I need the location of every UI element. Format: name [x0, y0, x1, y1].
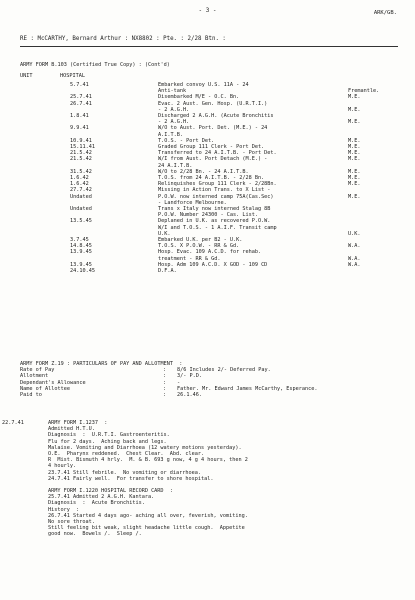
- pay-value: -: [177, 379, 181, 386]
- entry-date: 13.9.45: [70, 261, 92, 268]
- form-1220-line: 26.7.41 Started 4 days ago- aching all over, feverish, vomiting.: [48, 512, 248, 519]
- entry-date: 1.6.42: [70, 175, 89, 182]
- entry-text: U.K.: [158, 230, 171, 237]
- entry-text: Transferred to 24 A.I.T.B. - Port Det.: [158, 150, 277, 157]
- entry-text: T.O.S. - Port Det.: [158, 137, 215, 144]
- entry-unit: Fremantle.: [348, 88, 380, 95]
- entry-date: 26.7.41: [70, 100, 92, 107]
- entry-date: 25.7.41: [70, 94, 92, 101]
- pay-value: 8/6 Includes 2/- Deferred Pay.: [177, 367, 271, 374]
- form-1220-line: Still feeling bit weak, slight headache little cough. Appetite: [48, 525, 245, 532]
- entry-text: 24 A.I.T.B.: [158, 162, 193, 169]
- entry-text: - 2 A.G.H.: [158, 106, 190, 113]
- form-1237-line: O.E. Pharynx reddened. Chest Clear. Abd. clear.: [48, 451, 205, 458]
- entry-unit: M.E.: [348, 156, 361, 163]
- entry-text: Discharged 2 A.G.H. (Acute Bronchitis: [158, 113, 274, 120]
- form-1237-line: Admitted H.T.U.: [48, 426, 95, 433]
- entry-text: Hosp. Evac. 109 A.C.D. for rehab.: [158, 249, 262, 256]
- entry-text: - 2 A.G.H.: [158, 119, 190, 126]
- pay-separator: :: [163, 385, 167, 392]
- entry-text: Relinquishes Group 111 Clerk - 2/28Bn.: [158, 181, 277, 188]
- form-1237-line: Diagnosis : U.R.T.I. Gastroenteritis.: [48, 432, 170, 439]
- entry-unit: M.E.: [348, 119, 361, 126]
- entry-unit: M.E.: [348, 150, 361, 157]
- pay-label: Name of Allottee: [20, 385, 70, 392]
- entry-date: 21.5.42: [70, 150, 92, 157]
- entry-unit: M.E.: [348, 106, 361, 113]
- entry-text: P.O.W. Number 24300 - Cas. List.: [158, 212, 258, 219]
- form-1237-line: Flu for 2 days. Aching back and legs.: [48, 438, 167, 445]
- form-1220-title: ARMY FORM I.1220 HOSPITAL RECORD CARD :: [48, 488, 173, 495]
- medical-date: 22.7.41: [2, 420, 24, 426]
- pay-label: Allotment: [20, 373, 49, 380]
- entry-unit: M.E.: [348, 94, 361, 101]
- entry-unit: M.E.: [348, 175, 361, 182]
- form-1237-line: Malaise. Vomiting and Diarrhoea (12 watery motions yesterday).: [48, 444, 242, 451]
- entry-text: treatment - RR & Gd.: [158, 255, 221, 262]
- entry-text: - Landforce Melbourne.: [158, 199, 227, 206]
- form-1237-line: 4 hourly.: [48, 463, 77, 470]
- entry-text: Hosp. Adm 109 A.C.D. X GOD - 109 CD: [158, 261, 268, 268]
- form-z19: [20, 361, 400, 398]
- entry-unit: W.A.: [348, 243, 361, 250]
- entry-date: 31.5.42: [70, 168, 92, 175]
- form-1220-line: History :: [48, 506, 80, 513]
- entry-text: P.O.W. now interned camp 75A(Cas.Sec): [158, 193, 274, 200]
- document-reference: ARK/GB.: [373, 10, 397, 16]
- entry-date: Undated: [70, 206, 92, 213]
- entry-text: T.O.S. X P.O.W. - RR & Gd.: [158, 243, 240, 250]
- form-1237-notes: [2, 426, 412, 482]
- pay-label: Dependant's Allowance: [20, 379, 86, 386]
- entry-unit: M.E.: [348, 193, 361, 200]
- form-b103-column-labels: [20, 73, 85, 79]
- column-hospital: HOSPITAL: [60, 73, 85, 79]
- entry-unit: M.E.: [348, 137, 361, 144]
- form-1220-line: Diagnosis : Acute Bronchitis.: [48, 500, 145, 507]
- entry-date: 1.8.41: [70, 113, 89, 120]
- entry-date: 15.11.41: [70, 144, 95, 151]
- entry-text: Deplaned in U.K. as recovered P.O.W.: [158, 218, 271, 225]
- entry-date: 14.8.45: [70, 243, 92, 250]
- entry-date: 27.7.42: [70, 187, 92, 194]
- form-b103-entries: [20, 82, 415, 274]
- entry-text: T.O.S. from 24 A.I.T.B. - 2/28 Bn.: [158, 175, 265, 182]
- entry-text: Trans x Italy now interned Stalag 8B: [158, 206, 271, 213]
- entry-date: 24.10.45: [70, 268, 95, 275]
- form-b103-title: ARMY FORM B.103 (Certified True Copy) : (Cont'd): [20, 62, 170, 68]
- entry-text: Missing in Action Trans. to X List -: [158, 187, 271, 194]
- form-1220-notes: [2, 494, 412, 537]
- entry-text: Evac. 2 Aust. Gen. Hosp. (U.R.T.I.): [158, 100, 268, 107]
- entry-text: Embarked convoy U.S. 11A - 24: [158, 82, 249, 88]
- entry-text: Disembarked M/E - O.C. Bn.: [158, 94, 240, 101]
- entry-text: W/I from Aust. Port Detach (M.E.) -: [158, 156, 268, 163]
- form-1237-title: ARMY FORM I.1237 :: [48, 420, 108, 426]
- form-1220-line: 25.7.41 Admitted 2 A.G.H. Kantara.: [48, 494, 155, 501]
- pay-value: 3/- P.D.: [177, 373, 202, 380]
- record-header: RE : McCARTHY, Bernard Arthur : NX8802 : Pte. : 2/28 Btn. :: [20, 36, 226, 42]
- entry-unit: M.E.: [348, 144, 361, 151]
- entry-text: W/I and T.O.S. - 1 A.I.F. Transit camp: [158, 224, 277, 231]
- entry-date: 3.7.45: [70, 237, 89, 244]
- pay-separator: :: [163, 392, 167, 399]
- entry-text: W/O to Aust. Port. Det. (M.E.) - 24: [158, 125, 268, 132]
- entry-text: Anti-tank: [158, 88, 187, 95]
- pay-value: Father. Mr. Edward James McCarthy, Esperance.: [177, 385, 318, 392]
- entry-date: 13.5.45: [70, 218, 92, 225]
- entry-date: 13.9.45: [70, 249, 92, 256]
- entry-text: A.I.T.B.: [158, 131, 183, 138]
- form-1237-line: R Mist. Bismuth 4 hrly. M. & B. 693 g now, 4 g 4 hours, then 2: [48, 457, 248, 464]
- entry-date: 1.6.42: [70, 181, 89, 188]
- entry-unit: W.A.: [348, 255, 361, 262]
- entry-unit: W.A.: [348, 261, 361, 268]
- form-z19-rows: [20, 367, 400, 398]
- entry-text: D.F.A.: [158, 268, 177, 275]
- form-1237-line: 23.7.41 Still febrile. No vomiting or diarrhoea.: [48, 469, 202, 476]
- pay-label: Rate of Pay: [20, 367, 55, 374]
- entry-date: 21.5.42: [70, 156, 92, 163]
- entry-date: Undated: [70, 193, 92, 200]
- entry-text: Graded Group 111 Clerk - Port Det.: [158, 144, 265, 151]
- form-1220-line: good now. Bowels /. Sleep /.: [48, 531, 142, 538]
- entry-date: 5.7.41: [70, 82, 89, 88]
- form-1237-line: 24.7.41 Fairly well. For transfer to shore hospital.: [48, 475, 214, 482]
- entry-date: 10.9.41: [70, 137, 92, 144]
- entry-date: 9.9.41: [70, 125, 89, 132]
- form-b103-row: [20, 268, 415, 274]
- pay-value: 26.1.46.: [177, 392, 202, 399]
- pay-label: Paid to: [20, 392, 42, 399]
- header-rule: [20, 46, 398, 47]
- medical-records: [2, 420, 412, 538]
- entry-text: W/O to 2/28 Bn. - 24 A.I.T.B.: [158, 168, 249, 175]
- pay-row: [20, 392, 400, 398]
- page-number: - 3 -: [198, 7, 217, 14]
- pay-separator: :: [163, 367, 167, 374]
- entry-text: Embarked U.K. per B2 - U.K.: [158, 237, 243, 244]
- pay-separator: :: [163, 379, 167, 386]
- pay-separator: :: [163, 373, 167, 380]
- form-z19-title: ARMY FORM Z.19 : PARTICULARS OF PAY AND ALLOTMENT :: [20, 361, 183, 367]
- entry-unit: M.E.: [348, 181, 361, 188]
- entry-unit: [348, 268, 396, 274]
- entry-unit: M.E.: [348, 168, 361, 175]
- column-unit: UNIT: [20, 73, 33, 79]
- entry-unit: U.K.: [348, 230, 361, 237]
- form-1220-line: No sore throat.: [48, 519, 95, 526]
